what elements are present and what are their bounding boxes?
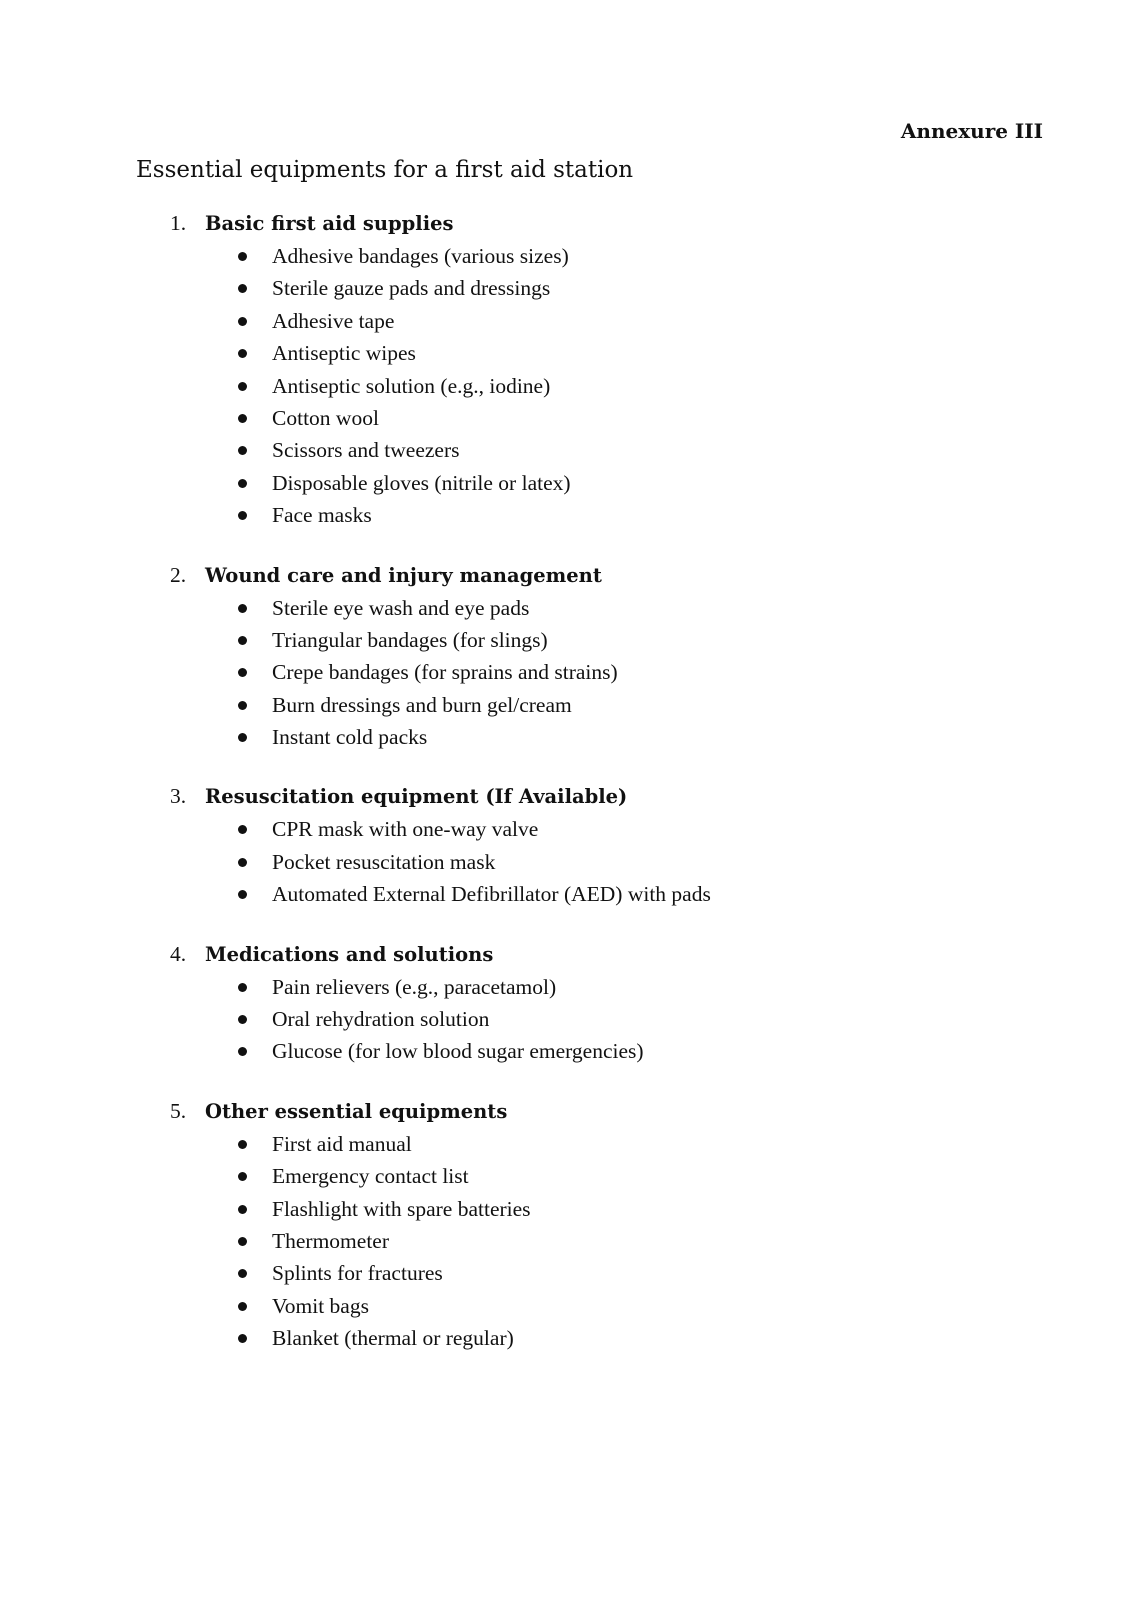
list-item [0, 402, 1131, 434]
section-heading [0, 559, 1131, 592]
list-item [0, 1128, 1131, 1160]
item-text: Flashlight with spare batteries [272, 1196, 531, 1221]
list-item [0, 1257, 1131, 1289]
annexure-label: Annexure III [900, 119, 1043, 143]
item-text: Vomit bags [272, 1293, 369, 1318]
section-number: 4. [170, 941, 187, 966]
item-list [0, 240, 1131, 532]
item-text: Pain relievers (e.g., paracetamol) [272, 974, 557, 999]
item-text: First aid manual [272, 1131, 412, 1156]
bullet-icon [238, 668, 247, 677]
list-item [0, 1035, 1131, 1067]
bullet-icon [238, 252, 247, 261]
item-list [0, 971, 1131, 1068]
bullet-icon [238, 1334, 247, 1343]
item-text: Scissors and tweezers [272, 438, 460, 463]
bullet-icon [238, 733, 247, 742]
item-text: Instant cold packs [272, 725, 428, 750]
item-text: Adhesive tape [272, 308, 395, 333]
section-basic-supplies [0, 207, 1131, 532]
section-title: Medications and solutions [205, 942, 494, 966]
section-title: Other essential equipments [205, 1099, 508, 1123]
item-text: Crepe bandages (for sprains and strains) [272, 660, 618, 685]
list-item [0, 721, 1131, 753]
bullet-icon [238, 636, 247, 645]
section-title: Wound care and injury management [205, 563, 602, 587]
item-text: Glucose (for low blood sugar emergencies) [272, 1039, 644, 1064]
bullet-icon [238, 1302, 247, 1311]
bullet-icon [238, 1205, 247, 1214]
list-item [0, 1322, 1131, 1354]
section-number: 3. [170, 784, 187, 809]
bullet-icon [238, 1015, 247, 1024]
list-item [0, 370, 1131, 402]
list-item [0, 624, 1131, 656]
list-item [0, 305, 1131, 337]
bullet-icon [238, 701, 247, 710]
section-other-equipment [0, 1095, 1131, 1355]
item-text: Disposable gloves (nitrile or latex) [272, 470, 571, 495]
section-medications [0, 938, 1131, 1068]
section-title: Resuscitation equipment (If Available) [205, 785, 628, 809]
list-item [0, 337, 1131, 369]
bullet-icon [238, 1269, 247, 1278]
bullet-icon [238, 317, 247, 326]
item-text: Oral rehydration solution [272, 1007, 490, 1032]
item-text: Antiseptic wipes [272, 341, 416, 366]
list-item [0, 1003, 1131, 1035]
list-item [0, 1290, 1131, 1322]
section-number: 2. [170, 562, 187, 587]
list-item [0, 272, 1131, 304]
item-text: Splints for fractures [272, 1261, 443, 1286]
item-text: Burn dressings and burn gel/cream [272, 692, 572, 717]
bullet-icon [238, 983, 247, 992]
item-text: Adhesive bandages (various sizes) [272, 244, 569, 268]
bullet-icon [238, 858, 247, 867]
item-text: Antiseptic solution (e.g., iodine) [272, 373, 551, 398]
section-heading [0, 780, 1131, 813]
bullet-icon [238, 284, 247, 293]
bullet-icon [238, 1172, 247, 1181]
equipment-sections [0, 207, 1131, 1382]
list-item [0, 434, 1131, 466]
bullet-icon [238, 511, 247, 520]
item-text: Emergency contact list [272, 1164, 469, 1189]
bullet-icon [238, 414, 247, 423]
list-item [0, 878, 1131, 910]
bullet-icon [238, 479, 247, 488]
bullet-icon [238, 1140, 247, 1149]
bullet-icon [238, 382, 247, 391]
item-list [0, 813, 1131, 910]
section-heading [0, 207, 1131, 240]
item-text: CPR mask with one-way valve [272, 817, 539, 842]
list-item [0, 1225, 1131, 1257]
bullet-icon [238, 446, 247, 455]
list-item [0, 656, 1131, 688]
item-text: Thermometer [272, 1228, 390, 1253]
item-text: Pocket resuscitation mask [272, 849, 496, 874]
bullet-icon [238, 825, 247, 834]
bullet-icon [238, 349, 247, 358]
bullet-icon [238, 890, 247, 899]
list-item [0, 592, 1131, 624]
item-text: Cotton wool [272, 405, 379, 430]
list-item [0, 971, 1131, 1003]
section-heading [0, 938, 1131, 971]
item-list [0, 1128, 1131, 1355]
item-text: Triangular bandages (for slings) [272, 627, 548, 652]
section-title: Basic first aid supplies [205, 212, 454, 235]
document-title: Essential equipments for a first aid station [136, 157, 634, 183]
list-item [0, 1160, 1131, 1192]
list-item [0, 813, 1131, 845]
section-wound-care [0, 559, 1131, 754]
list-item [0, 240, 1131, 272]
bullet-icon [238, 1047, 247, 1056]
list-item [0, 467, 1131, 499]
list-item [0, 1193, 1131, 1225]
list-item [0, 499, 1131, 531]
item-text: Face masks [272, 503, 372, 528]
list-item [0, 689, 1131, 721]
item-text: Sterile gauze pads and dressings [272, 276, 551, 301]
section-resuscitation [0, 780, 1131, 910]
section-number: 1. [170, 211, 187, 235]
bullet-icon [238, 1237, 247, 1246]
item-text: Automated External Defibrillator (AED) with pads [272, 882, 711, 907]
item-text: Blanket (thermal or regular) [272, 1326, 514, 1351]
section-heading [0, 1095, 1131, 1128]
item-list [0, 592, 1131, 754]
section-number: 5. [170, 1098, 187, 1123]
list-item [0, 846, 1131, 878]
bullet-icon [238, 604, 247, 613]
item-text: Sterile eye wash and eye pads [272, 595, 530, 620]
